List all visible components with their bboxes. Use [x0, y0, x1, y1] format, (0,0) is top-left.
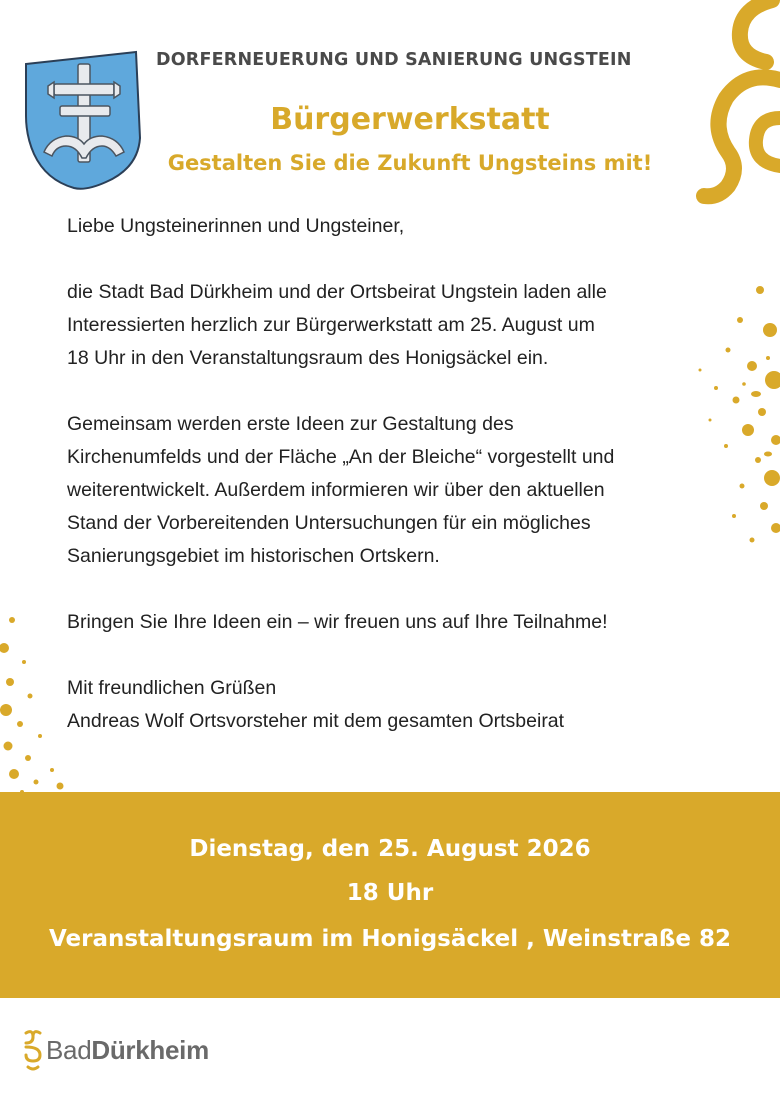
paragraph-line: Kirchenumfelds und der Fläche „An der Bleiche“ vorgestellt und: [67, 446, 615, 468]
call-to-action-line: Bringen Sie Ihre Ideen ein – wir freuen uns auf Ihre Teilnahme!: [67, 611, 608, 633]
letter-call-to-action: [67, 606, 707, 639]
letter-signoff: [67, 672, 707, 738]
paragraph-line: Gemeinsam werden erste Ideen zur Gestaltung des: [67, 413, 514, 435]
logo-wordmark-bold: Dürkheim: [91, 1034, 209, 1065]
page-title: Bürgerwerkstatt: [270, 102, 550, 137]
page-subtitle: Gestalten Sie die Zukunft Ungsteins mit!: [167, 151, 653, 175]
letter-body: [67, 210, 707, 771]
bad-duerkheim-emblem-icon: [22, 1029, 44, 1071]
letter-paragraph-invitation: [67, 276, 707, 375]
logo-wordmark-light: Bad: [46, 1034, 92, 1065]
paragraph-line: Stand der Vorbereitenden Untersuchungen für ein mögliches: [67, 512, 591, 534]
paragraph-line: weiterentwickelt. Außerdem informieren wir über den aktuellen: [67, 479, 605, 501]
closing-line: Mit freundlichen Grüßen: [67, 677, 277, 699]
paragraph-line: die Stadt Bad Dürkheim und der Ortsbeirat Ungstein laden alle: [67, 281, 607, 303]
ungstein-crest-icon: [20, 46, 148, 192]
salutation-line: Liebe Ungsteinerinnen und Ungsteiner,: [67, 215, 405, 237]
letter-salutation: [67, 210, 707, 243]
event-time: 18 Uhr: [346, 880, 434, 906]
paragraph-line: 18 Uhr in den Veranstaltungsraum des Honigsäckel ein.: [67, 347, 549, 369]
paragraph-line: Interessierten herzlich zur Bürgerwerkstatt am 25. August um: [67, 314, 595, 336]
header-kicker: DORFERNEUERUNG UND SANIERUNG UNGSTEIN: [156, 50, 632, 70]
gold-swirl-decoration-icon: [670, 0, 780, 230]
signature-line: Andreas Wolf Ortsvorsteher mit dem gesamten Ortsbeirat: [67, 710, 565, 732]
logo-wordmark: [46, 1035, 209, 1066]
letter-paragraph-details: [67, 408, 707, 573]
paragraph-line: Sanierungsgebiet im historischen Ortskern.: [67, 545, 440, 567]
bad-duerkheim-logo: [22, 1028, 209, 1072]
event-location: Veranstaltungsraum im Honigsäckel , Weinstraße 82: [48, 926, 732, 952]
event-date: Dienstag, den 25. August 2026: [189, 836, 591, 862]
